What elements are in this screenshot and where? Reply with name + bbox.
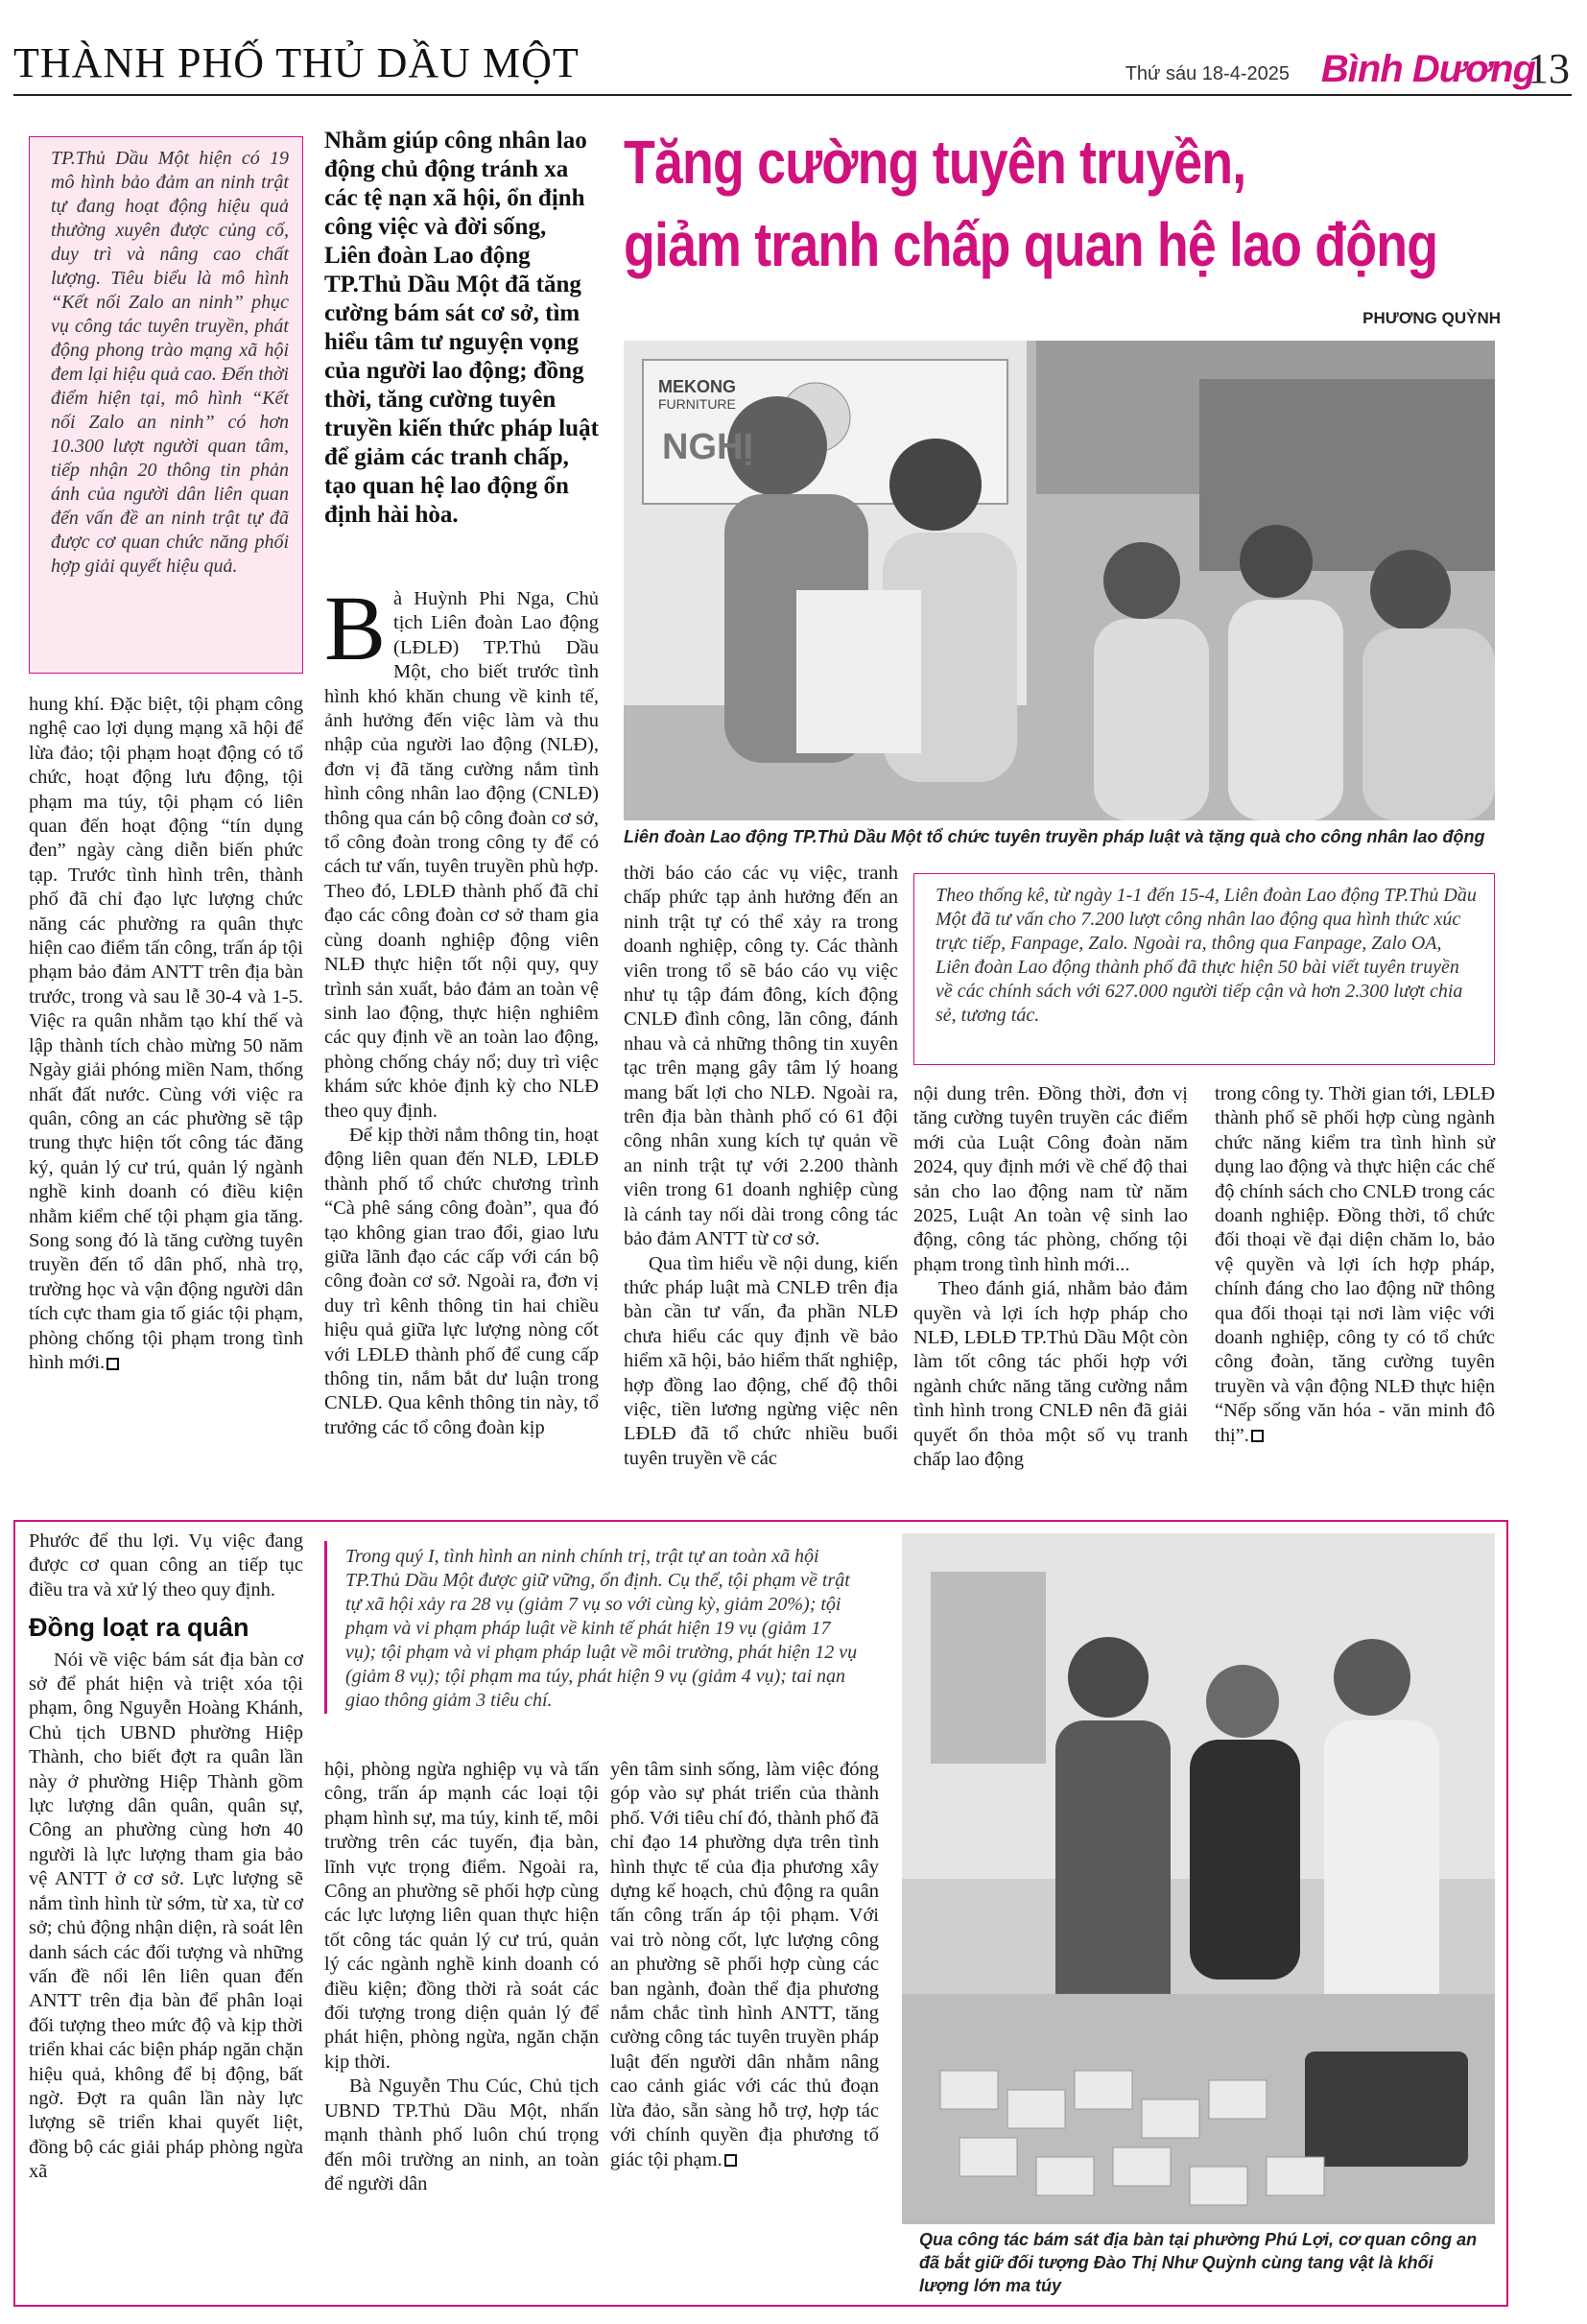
page-number: 13	[1528, 45, 1570, 92]
security-stat-text: Trong quý I, tình hình an ninh chính trị, trật tự an toàn xã hội TP.Thủ Dầu Một được giữ vững, ổn định. Cụ thể, tội phạm về trật tự xã hội xảy ra 28 vụ (giảm 7 vụ so với cùng kỳ, giảm 20%); tội phạm và vi phạm pháp luật về kinh tế phát hiện 19 vụ (giảm 17 vụ); tội phạm và vi phạm pháp luật về môi trường, phát hiện 12 vụ (giảm 8 vụ); tội phạm ma túy, phát hiện 9 vụ (giảm 4 vụ); tai nạn giao thông giảm 3 tiêu chí.	[345, 1546, 858, 1711]
bottom-story-column-2	[324, 1758, 599, 2295]
main-col1-para1: à Huỳnh Phi Nga, Chủ tịch Liên đoàn Lao động (LĐLĐ) TP.Thủ Dầu Một, cho biết trước tình hình khó khăn chung về kinh tế, ảnh hưởng đến việc làm và thu nhập của người lao động (NLĐ), đơn vị đã tăng cường nắm tình hình công nhân lao động (CNLĐ) thông qua cán bộ công đoàn cơ sở, tổ công đoàn trong công ty để có cách tư vấn, tuyên truyền phù hợp. Theo đó, LĐLĐ thành phố đã chỉ đạo các công đoàn cơ sở tham gia cùng doanh nghiệp động viên NLĐ thực hiện tốt nội quy, quy trình sản xuất, bảo đảm an toàn vệ sinh lao động, thực hiện nghiêm các quy định về an toàn lao động, phòng chống cháy nổ; duy trì việc khám sức khỏe định kỳ cho NLĐ theo quy định.	[324, 588, 599, 1122]
end-mark-icon	[724, 2154, 737, 2167]
bottom-story-column-3	[610, 1758, 879, 2295]
workers-photo-illustration	[624, 341, 1495, 820]
byline: PHƯƠNG QUỲNH	[1362, 309, 1501, 327]
labor-stat-box	[913, 873, 1495, 1065]
bottom-story-column-1	[29, 1530, 303, 2288]
security-stat-box	[324, 1535, 879, 1727]
headline-line-2: giảm tranh chấp quan hệ lao động	[624, 210, 1438, 279]
arrest-photo-illustration	[902, 1533, 1495, 2224]
bottom-col3-text: yên tâm sinh sống, làm việc đóng góp vào sự phát triển của thành phố. Với tiêu chí đó, thành phố đã chỉ đạo 14 phường dựa trên tình hình thực tế của địa phương xây dựng kế hoạch, chủ động ra quân tấn công trấn áp tội phạm. Với vai trò nòng cốt, lực lượng công an phường sẽ phối hợp cùng các ban ngành, đoàn thể địa phương nắm chắc tình hình ANTT, tăng cường công tác tuyên truyền pháp luật đến người dân nhằm nâng cao cảnh giác với các thủ đoạn lừa đảo, sẵn sàng hỗ trợ, hợp tác với chính quyền địa phương tố giác tội phạm.	[610, 1759, 879, 2170]
arrest-photo	[902, 1533, 1495, 2224]
bottom-col1-body: Nói về việc bám sát địa bàn cơ sở để phát hiện và triệt xóa tội phạm, ông Nguyễn Hoàng Khánh, Chủ tịch UBND phường Hiệp Thành, cho biết đợt ra quân lần này ở phường Hiệp Thành gồm lực lượng dân quân, quân sự, Công an phường cùng hơn 40 người là lực lượng tham gia bảo vệ ANTT ở cơ sở. Lực lượng sẽ nắm tình hình từ sớm, từ xa, từ cơ sở; chủ động nhận diện, rà soát lên danh sách các đối tượng và những vấn đề nổi lên liên quan đến ANTT trên địa bàn để phân loại đối tượng theo mức độ và kịp thời triển khai các biện pháp ngăn chặn hiệu quả, không để bị động, bất ngờ. Đợt ra quân lần này lực lượng sẽ triển khai quyết liệt, đồng bộ các giải pháp phòng ngừa xã	[29, 1648, 303, 2183]
labor-stat-text: Theo thống kê, từ ngày 1-1 đến 15-4, Liên đoàn Lao động TP.Thủ Dầu Một đã tư vấn cho 7.200 lượt công nhân lao động qua hình thức xúc trực tiếp, Fanpage, Zalo. Ngoài ra, thông qua Fanpage, Zalo OA, Liên đoàn Lao động thành phố đã thực hiện 50 bài viết tuyên truyền về các chính sách với 627.000 người tiếp cận và hơn 2.300 lượt chia sẻ, tương tác.	[936, 885, 1477, 1026]
bottom-col2-para1: hội, phòng ngừa nghiệp vụ và tấn công, trấn áp mạnh các loại tội phạm hình sự, ma túy, kinh tế, môi trường trên các tuyến, địa bàn, lĩnh vực trọng điểm. Ngoài ra, Công an phường sẽ phối hợp cùng các lực lượng liên quan thực hiện tốt công tác quản lý cư trú, quản lý các ngành nghề kinh doanh có điều kiện; đồng thời rà soát các đối tượng trong diện quản lý để phát hiện, phòng ngừa, ngăn chặn kịp thời.	[324, 1759, 599, 2073]
drop-cap: B	[324, 577, 387, 679]
main-col2-para1: thời báo cáo các vụ việc, tranh chấp phức tạp ảnh hưởng đến an ninh trật tự có thể xảy ra trong doanh nghiệp, công ty. Các thành viên trong tổ sẽ báo cáo vụ việc như tụ tập đám đông, kích động CNLĐ đình công, lãn công, đánh nhau và cả những thông tin xuyên tạc trên mạng gây tâm lý hoang mang bất lợi cho NLĐ. Ngoài ra, trên địa bàn thành phố có 61 đội công nhân xung kích tự quản về an ninh trật tự với 2.200 thành viên trong 61 doanh nghiệp cùng là cánh tay nối dài trong công tác bảo đảm ANTT từ cơ sở.	[624, 863, 898, 1250]
issue-date: Thứ sáu 18-4-2025	[1125, 63, 1290, 84]
banner-text-nghi: NGHỊ	[662, 427, 753, 467]
main-col1-para2: Để kịp thời nắm thông tin, hoạt động liên quan đến NLĐ, LĐLĐ thành phố tổ chức chương trình “Cà phê sáng công đoàn”, qua đó tạo không gian trao đổi, giao lưu giữa lãnh đạo các cấp với cán bộ công đoàn cơ sở. Ngoài ra, đơn vị duy trì kênh thông tin hai chiều hiệu quả giữa lực lượng nòng cốt với LĐLĐ thành phố để cung cấp thông tin, nắm bắt dư luận trong CNLĐ. Qua kênh thông tin này, tổ trưởng các tổ công đoàn kịp	[324, 1124, 599, 1438]
subheading: Đồng loạt ra quân	[29, 1613, 249, 1643]
bottom-photo-caption: Qua công tác bám sát địa bàn tại phường Phú Lợi, cơ quan công an đã bắt giữ đối tượng Đào Thị Như Quỳnh cùng tang vật là khối lượng lớn ma túy	[919, 2230, 1478, 2295]
left-story-body: hung khí. Đặc biệt, tội phạm công nghệ cao lợi dụng mạng xã hội để lừa đảo; tội phạm hoạt động có tổ chức, hoạt động lưu động, tội phạm ma túy, tội phạm có liên quan đến hoạt động “tín dụng đen” ngày càng diễn biến phức tạp. Trước tình hình trên, thành phố đã chỉ đạo lực lượng chức năng các phường ra quân thực hiện cao điểm tấn công, trấn áp tội phạm bảo đảm ANTT trên địa bàn trước, trong và sau lễ 30-4 và 1-5. Việc ra quân nhằm tạo khí thế và lập thành tích chào mừng 50 năm Ngày giải phóng miền Nam, thống nhất đất nước. Cùng với việc ra quân, công an các phường sẽ tập trung thực hiện tốt công tác đăng ký, quản lý cư trú, quản lý ngành nghề kinh doanh có điều kiện nhằm kiểm chế tội phạm gia tăng. Song song đó là tăng cường tuyên truyền đến tổ dân phố, nhà trọ, trường học và vận động người dân tích cực tham gia tố giác tội phạm, phòng chống tội phạm trong tình hình mới.	[29, 694, 303, 1373]
section-title: THÀNH PHỐ THỦ DẦU MỘT	[13, 39, 580, 86]
left-info-box-text: TP.Thủ Dầu Một hiện có 19 mô hình bảo đảm an ninh trật tự đang hoạt động hiệu quả thường xuyên được củng cố, duy trì và nâng cao chất lượng. Tiêu biểu là mô hình “Kết nối Zalo an ninh” phục vụ công tác tuyên truyền, phát động phong trào mạng xã hội đem lại hiệu quả cao. Đến thời điểm hiện tại, mô hình “Kết nối Zalo an ninh” có hơn 10.300 lượt người quan tâm, tiếp nhận 20 thông tin phản ánh của người dân liên quan đến vấn đề an ninh trật tự đã được cơ quan chức năng phối hợp giải quyết hiệu quả.	[51, 148, 289, 577]
end-mark-icon	[1251, 1430, 1264, 1442]
main-story-column-1	[324, 577, 599, 1499]
box-accent-bar	[324, 1541, 327, 1714]
main-col3-para2: Theo đánh giá, nhằm bảo đảm quyền và lợi ích hợp pháp cho NLĐ, LĐLĐ TP.Thủ Dầu Một còn làm tốt công tác phối hợp với ngành chức năng tăng cường nắm tình hình trong CNLĐ nên đã giải quyết ổn thỏa một số vụ tranh chấp lao động	[913, 1278, 1188, 1471]
main-story-column-4	[1215, 1082, 1495, 1505]
main-story-column-2	[624, 862, 898, 1495]
end-mark-icon	[107, 1358, 119, 1370]
newspaper-logo: Bình Dương	[1320, 48, 1535, 90]
left-info-box	[29, 136, 303, 674]
main-col4-text: trong công ty. Thời gian tới, LĐLĐ thành phố sẽ phối hợp cùng ngành chức năng kiểm tra tình hình sử dụng lao động và thực hiện các chế độ chính sách cho CNLĐ trong các doanh nghiệp. Đồng thời, tổ chức đối thoại về đại diện chăm lo, bảo vệ quyền và lợi ích hợp pháp, chính đáng cho lao động nữ thông qua đối thoại tại nơi làm việc với doanh nghiệp, công ty có tổ chức công đoàn, tăng cường tuyên truyền và vận động NLĐ thực hiện “Nếp sống văn hóa - văn minh đô thị”.	[1215, 1083, 1495, 1446]
banner-text-furniture: FURNITURE	[658, 396, 736, 412]
banner-text-mekong: MEKONG	[658, 377, 736, 396]
left-story-column	[29, 693, 303, 1499]
headline-line-1: Tăng cường tuyên truyền,	[624, 128, 1246, 197]
bottom-col1-top: Phước để thu lợi. Vụ việc đang được cơ quan công an tiếp tục điều tra và xử lý theo quy định.	[29, 1530, 303, 1601]
top-photo-caption: Liên đoàn Lao động TP.Thủ Dầu Một tổ chức tuyên truyền pháp luật và tặng quà cho công nhân lao động	[624, 827, 1485, 846]
main-col3-para1: nội dung trên. Đồng thời, đơn vị tăng cường tuyên truyền các điểm mới của Luật Công đoàn năm 2024, quy định mới về chế độ thai sản cho lao động nam từ năm 2025, Luật An toàn vệ sinh lao động, công tác phòng, chống tội phạm trong tình hình mới...	[913, 1083, 1188, 1275]
main-story-column-3	[913, 1082, 1188, 1505]
bottom-col2-para2: Bà Nguyễn Thu Cúc, Chủ tịch UBND TP.Thủ Dầu Một, nhấn mạnh thành phố luôn chú trọng đến môi trường an ninh, an toàn để người dân	[324, 2075, 599, 2194]
main-col2-para2: Qua tìm hiểu về nội dung, kiến thức pháp luật mà CNLĐ trên địa bàn cần tư vấn, đa phần NLĐ chưa hiểu các quy định về bảo hiểm xã hội, bảo hiểm thất nghiệp, hợp đồng lao động, chế độ thôi việc, tiền lương ngừng việc nên LĐLĐ đã tổ chức nhiều buổi tuyên truyền về các	[624, 1252, 898, 1469]
header-rule	[13, 94, 1572, 96]
main-lead: Nhằm giúp công nhân lao động chủ động tránh xa các tệ nạn xã hội, ổn định công việc và đời sống, Liên đoàn Lao động TP.Thủ Dầu Một đã tăng cường bám sát cơ sở, tìm hiểu tâm tư nguyện vọng của người lao động; đồng thời, tăng cường tuyên truyền kiến thức pháp luật để giảm các tranh chấp, tạo quan hệ lao động ổn định hài hòa.	[324, 128, 599, 528]
workers-gift-photo	[624, 341, 1495, 820]
